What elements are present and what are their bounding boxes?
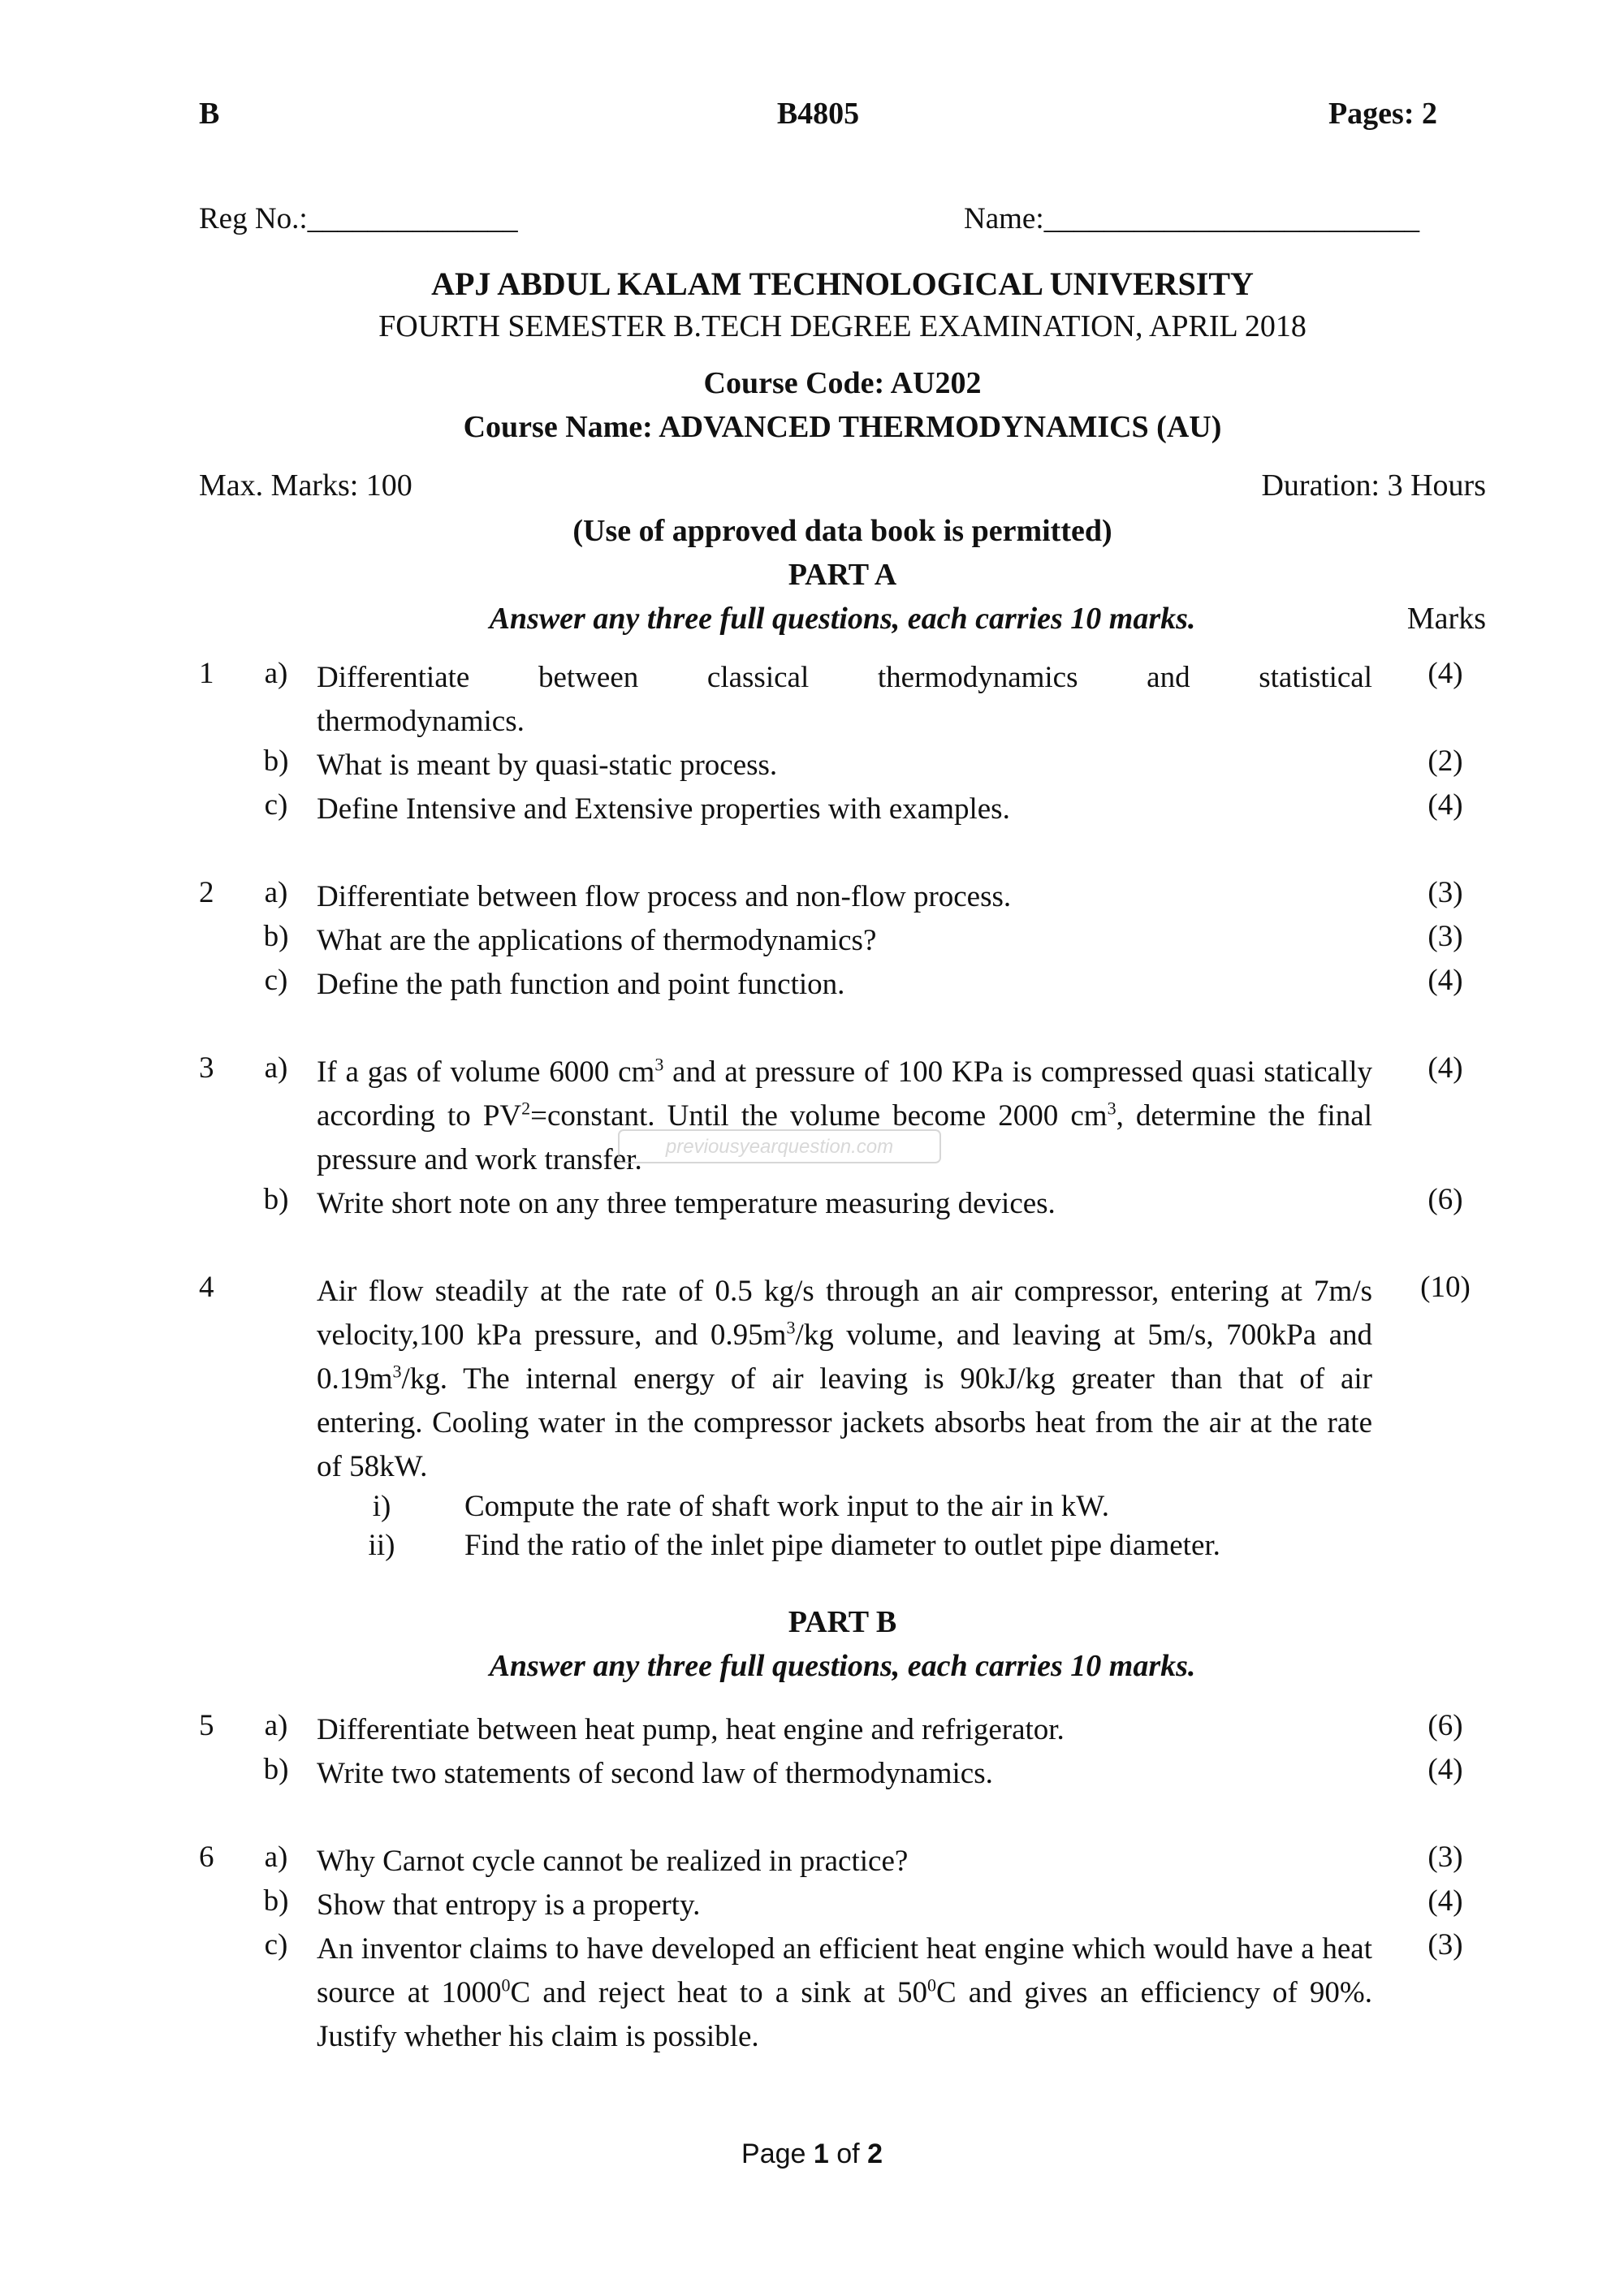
part-b-title: PART B	[788, 1605, 897, 1639]
question-marks: (4)	[1427, 788, 1463, 822]
reg-no-field: Reg No.:______________	[199, 202, 518, 235]
question-marks: (4)	[1427, 657, 1463, 690]
question-marks: (4)	[1427, 1051, 1463, 1085]
marks-column-header: Marks	[1406, 602, 1486, 636]
total-pages: 2	[867, 2138, 883, 2169]
sub-label: b)	[263, 744, 289, 778]
page-footer: Page 1 of 2	[741, 2138, 883, 2169]
exam-title: FOURTH SEMESTER B.TECH DEGREE EXAMINATION, APRIL 2018	[378, 309, 1307, 343]
question-marks: (2)	[1427, 744, 1463, 778]
header-row	[199, 96, 1437, 138]
sub-label: a)	[264, 1709, 288, 1742]
question-marks: (6)	[1427, 1709, 1463, 1742]
question-marks: (6)	[1427, 1183, 1463, 1216]
sub-label: b)	[263, 1884, 289, 1918]
question-text: Show that entropy is a property.	[317, 1888, 701, 1922]
question-number: 5	[199, 1709, 214, 1742]
marks-duration-row	[199, 468, 1486, 508]
part-a-title: PART A	[788, 558, 897, 592]
watermark-text: previousyearquestion.com	[665, 1136, 894, 1158]
question-number: 1	[199, 657, 214, 690]
name-field: Name:_________________________	[964, 202, 1420, 235]
question-text: Find the ratio of the inlet pipe diameter to outlet pipe diameter.	[464, 1529, 1220, 1562]
question-text: Differentiate between flow process and non-flow process.	[317, 880, 1012, 913]
sub-label: c)	[264, 964, 288, 997]
question-marks: (4)	[1427, 1884, 1463, 1918]
series-code: B	[199, 97, 220, 131]
max-marks: Max. Marks: 100	[199, 468, 412, 503]
part-b-instruction: Answer any three full questions, each carries 10 marks.	[489, 1649, 1196, 1683]
sub-label: b)	[263, 1183, 289, 1216]
sub-label: a)	[264, 1051, 288, 1085]
current-page: 1	[813, 2138, 829, 2169]
question-text: An inventor claims to have developed an efficient heat engine which would have a heat source at 1000$^0$C and reject heat to a sink at $50^0C$ and gives an efficiency of 90%. Justify whether his claim is possible.	[317, 1932, 1372, 2053]
question-number: 3	[199, 1051, 214, 1085]
question-text: Write two statements of second law of thermodynamics.	[317, 1757, 993, 1790]
course-name: Course Name: ADVANCED THERMODYNAMICS (AU)	[463, 410, 1222, 444]
question-text: Differentiate between classical thermodynamics and statistical	[317, 661, 1372, 694]
sub-label: b)	[263, 920, 289, 953]
question-text: thermodynamics.	[317, 705, 525, 738]
question-number: 4	[199, 1271, 214, 1304]
sub-label: a)	[264, 1841, 288, 1874]
sub-label: i)	[372, 1490, 391, 1523]
page-count: Pages: 2	[1328, 97, 1437, 131]
question-text: Differentiate between heat pump, heat engine and refrigerator.	[317, 1713, 1065, 1746]
question-text: What is meant by quasi-static process.	[317, 749, 778, 782]
question-marks: (3)	[1427, 920, 1463, 953]
duration: Duration: 3 Hours	[1261, 468, 1486, 503]
question-text: Write short note on any three temperature measuring devices.	[317, 1187, 1056, 1220]
question-text: Why Carnot cycle cannot be realized in practice?	[317, 1845, 909, 1878]
sub-label: a)	[264, 657, 288, 690]
sub-label: c)	[264, 788, 288, 822]
sub-label: ii)	[368, 1529, 395, 1562]
university-title: APJ ABDUL KALAM TECHNOLOGICAL UNIVERSITY	[431, 265, 1254, 302]
sub-label: a)	[264, 876, 288, 909]
sub-label: b)	[263, 1753, 289, 1786]
question-text: Air flow steadily at the rate of 0.5 kg/s through an air compressor, entering at 7m/s velocity,100 kPa pressure, and $0.95m^3/kg$ volume, and leaving at 5m/s, 700kPa and $0.19m^3/kg$. The internal energy of air leaving is 90kJ/kg greater than that of air entering. Cooling water in the compressor jackets absorbs heat from the air at the rate of 58kW.	[317, 1275, 1372, 1483]
candidate-row	[199, 201, 1437, 242]
data-book-note: (Use of approved data book is permitted)	[572, 514, 1112, 548]
question-text: What are the applications of thermodynamics?	[317, 924, 877, 957]
sub-label: c)	[264, 1928, 288, 1962]
question-marks: (4)	[1427, 964, 1463, 997]
watermark-logo	[617, 1127, 942, 1166]
question-text: Compute the rate of shaft work input to the air in kW.	[464, 1490, 1109, 1523]
question-marks: (3)	[1427, 1841, 1463, 1874]
paper-code: B4805	[776, 97, 860, 131]
question-text: Define the path function and point function.	[317, 968, 845, 1001]
question-number: 6	[199, 1841, 214, 1874]
course-code: Course Code: AU202	[703, 366, 982, 400]
question-text: Define Intensive and Extensive properties with examples.	[317, 792, 1010, 826]
question-marks: (3)	[1427, 1928, 1463, 1962]
question-marks: (4)	[1427, 1753, 1463, 1786]
question-marks: (10)	[1420, 1271, 1471, 1304]
question-marks: (3)	[1427, 876, 1463, 909]
part-a-instruction: Answer any three full questions, each carries 10 marks.	[489, 602, 1196, 636]
question-text: If a gas of volume 6000 $cm^3$ and at pressure of 100 KPa is compressed quasi statically according to $PV^2=constant$. Until the volume become 2000 $cm^3$, determine the final pressure and work transfer.	[317, 1054, 1373, 1176]
question-number: 2	[199, 876, 214, 909]
